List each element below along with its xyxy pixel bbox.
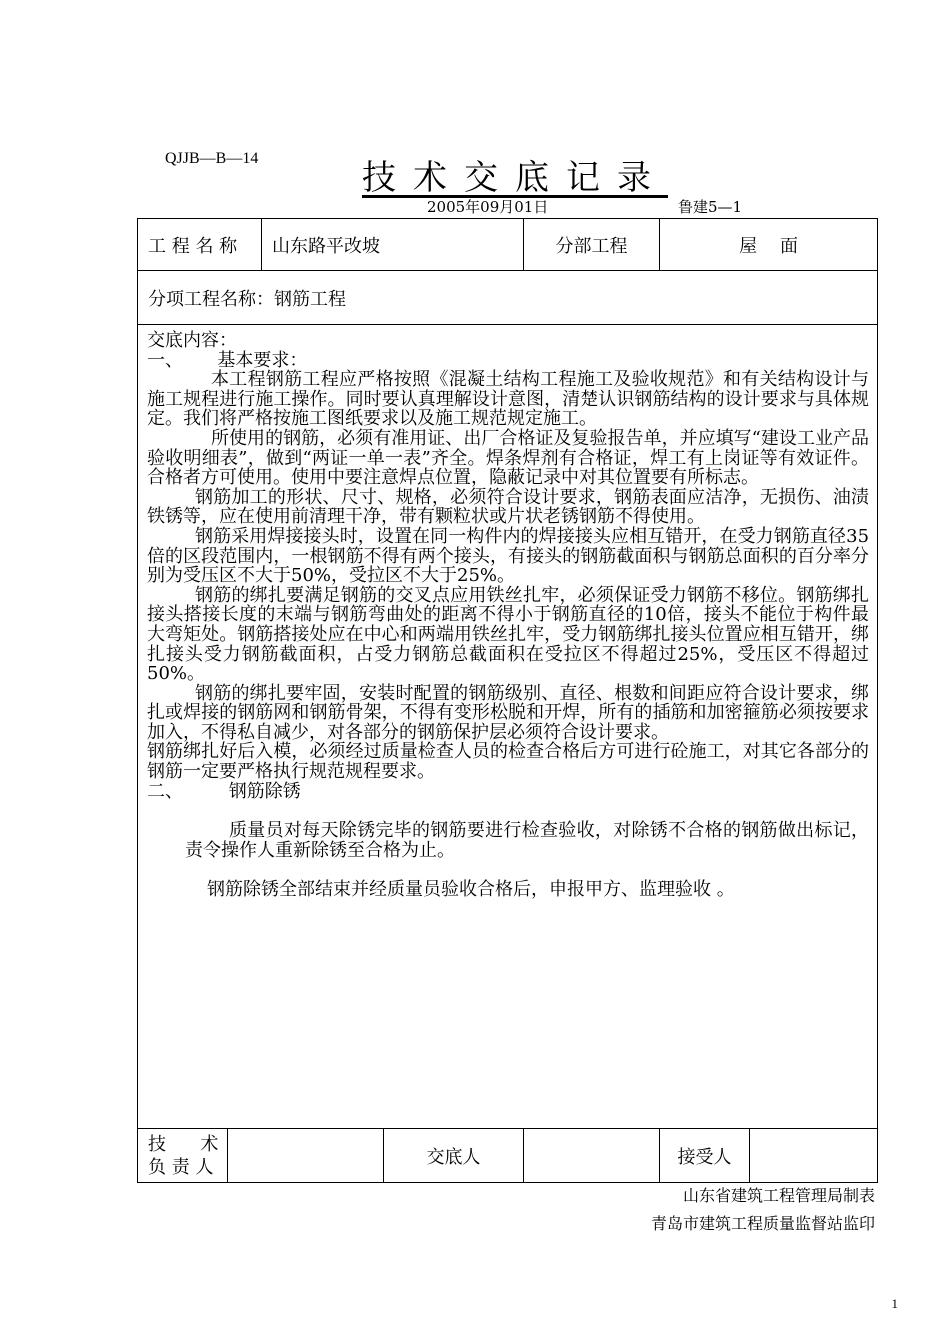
paragraph-9: 钢筋除锈全部结束并经质量员验收合格后，申报甲方、监理验收 。 <box>207 879 735 901</box>
document-title: 技术交底记录 <box>362 158 668 198</box>
content-area <box>138 325 878 1129</box>
handover-signature <box>524 1129 660 1183</box>
receiver-signature <box>750 1129 878 1183</box>
paragraph-8: 质量员对每天除锈完毕的钢筋要进行检查验收，对除锈不合格的钢筋做出标记，责令操作人重新除锈至合格为止。 <box>185 820 870 861</box>
paragraph-1: 本工程钢筋工程应严格按照《混凝土结构工程施工及验收规范》和有关结构设计与施工规程进行施工操作。同时要认真理解设计意图，清楚认识钢筋结构的设计要求与具体规定。我们将严格按施工图纸要求以及施工规范规定施工。 <box>147 369 870 430</box>
tech-lead-label-line1: 技 术 <box>148 1133 219 1155</box>
supervisor-line: 青岛市建筑工程质量监督站监印 <box>650 1214 875 1233</box>
issuer-line: 山东省建筑工程管理局制表 <box>682 1186 875 1205</box>
section-1-title: 一、 基本要求： <box>147 349 308 371</box>
section-2-title: 二、 钢筋除锈 <box>147 780 301 802</box>
paragraph-4: 钢筋采用焊接接头时，设置在同一构件内的焊接接头应相互错开，在受力钢筋直径35倍的区段范围内，一根钢筋不得有两个接头，有接头的钢筋截面积与钢筋总面积的百分率分别为受压区不大于50%，受拉区不大于25%。 <box>147 525 870 587</box>
paragraph-6: 钢筋的绑扎要牢固，安装时配置的钢筋级别、直径、根数和间距应符合设计要求，绑扎或焊接的钢筋网和钢筋骨架，不得有变形松脱和开焊，所有的插筋和加密箍筋必须按要求加入，不得私自减少，对各部分的钢筋保护层必须符合设计要求。 <box>147 682 870 743</box>
content-heading: 交底内容： <box>147 330 237 351</box>
handover-label: 交底人 <box>384 1129 524 1183</box>
paragraph-2: 所使用的钢筋，必须有准用证、出厂合格证及复验报告单，并应填写“建设工业产品验收明细表”，做到“两证一单一表”齐全。焊条焊剂有合格证，焊工有上岗证等有效证件。合格者方可使用。使用中要注意焊点位置，隐蔽记录中对其位置要有所标志。 <box>147 427 870 489</box>
project-name-value: 山东路平改坡 <box>262 219 524 271</box>
paragraph-7: 钢筋绑扎好后入模，必须经过质量检查人员的检查合格后方可进行砼施工，对其它各部分的钢筋一定要严格执行规范规程要求。 <box>147 741 870 783</box>
project-name-label: 工 程 名 称 <box>138 219 262 271</box>
tech-lead-signature <box>228 1129 384 1183</box>
page-number: 1 <box>891 1296 898 1311</box>
tech-lead-label <box>138 1129 228 1183</box>
document-date: 2005年09月01日 <box>427 198 549 216</box>
paragraph-5: 钢筋的绑扎要满足钢筋的交叉点应用铁丝扎牢，必须保证受力钢筋不移位。钢筋绑扎接头搭接长度的末端与钢筋弯曲处的距离不得小于钢筋直径的10倍，接头不能位于构件最大弯矩处。钢筋搭接处应在中心和两端用铁丝扎牢，受力钢筋绑扎接头位置应相互错开，绑扎接头受力钢筋截面积，占受力钢筋总截面积在受拉区不得超过25%，受压区不得超过50%。 <box>147 584 870 685</box>
form-code: QJJB—B—14 <box>165 150 259 167</box>
document-number: 鲁建5—1 <box>678 198 743 216</box>
division-value: 屋 面 <box>660 219 878 271</box>
division-label: 分部工程 <box>524 219 660 271</box>
subitem-name: 分项工程名称：钢筋工程 <box>138 271 878 325</box>
record-table <box>137 218 878 1183</box>
paragraph-3: 钢筋加工的形状、尺寸、规格，必须符合设计要求，钢筋表面应洁净，无损伤、油渍铁锈等，应在使用前清理干净，带有颗粒状或片状老锈钢筋不得使用。 <box>147 486 870 528</box>
tech-lead-label-line2: 负 责 人 <box>148 1156 214 1178</box>
receiver-label: 接受人 <box>660 1129 750 1183</box>
